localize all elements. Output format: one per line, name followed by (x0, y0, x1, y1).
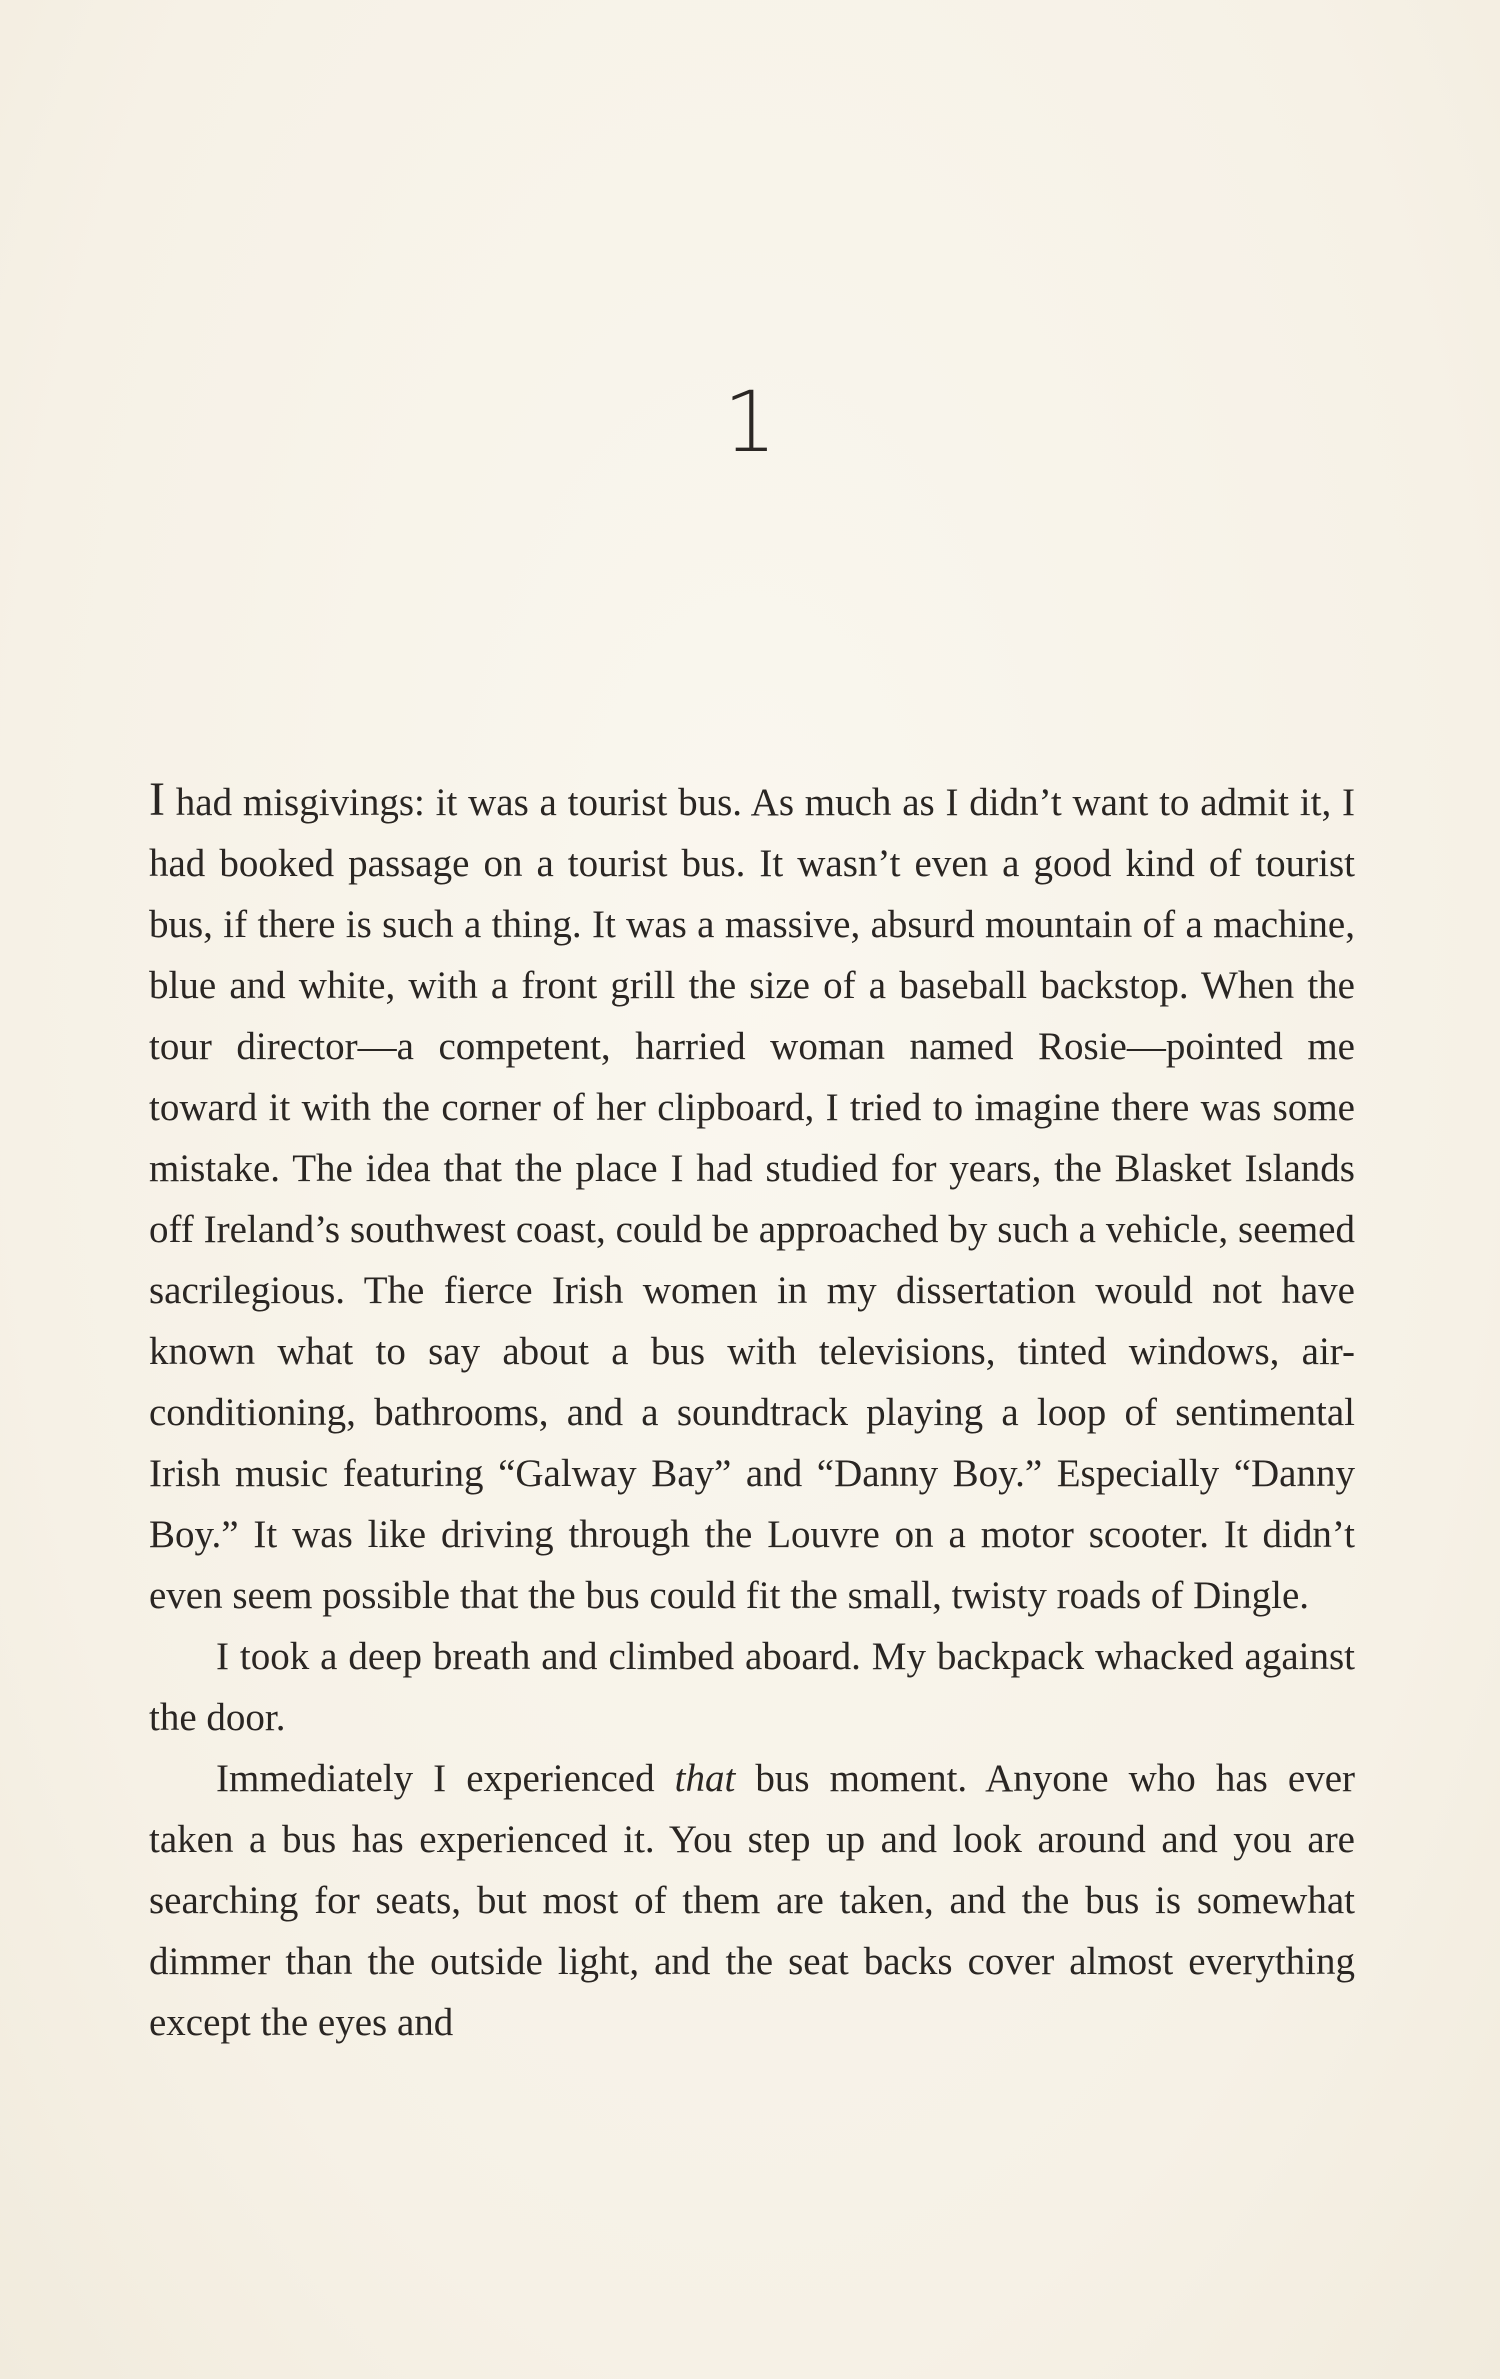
paragraph-3-before: Immediately I experienced (216, 1757, 675, 1800)
chapter-body (149, 772, 1355, 2053)
paragraph-3 (149, 1748, 1355, 2053)
paragraph-1 (149, 772, 1355, 1626)
paragraph-2: I took a deep breath and climbed aboard. My backpack whacked against the door. (149, 1635, 1355, 1739)
paragraph-3-emphasis: that (674, 1757, 736, 1800)
paragraph-3-after: bus moment. Anyone who has ever taken a bus has experienced it. You step up and look around and you are searching for seats, but most of them are taken, and the bus is somewhat dimmer than the outside light, and the seat backs cover almost everything except the eyes and (149, 1757, 1355, 2044)
drop-cap: I (149, 773, 165, 826)
paragraph-1-text: had misgivings: it was a tourist bus. As much as I didn’t want to admit it, I had booked passage on a tourist bus. It wasn’t even a good kind of tourist bus, if there is such a thing. It was a massive, absurd mountain of a machine, blue and white, with a front grill the size of a baseball backstop. When the tour director—a competent, harried woman named Rosie—pointed me toward it with the corner of her clipboard, I tried to imagine there was some mistake. The idea that the place I had studied for years, the Blasket Islands off Ireland’s southwest coast, could be approached by such a vehicle, seemed sacrilegious. The fierce Irish women in my dissertation would not have known what to say about a bus with televisions, tinted windows, air-conditioning, bathrooms, and a soundtrack playing a loop of sentimental Irish music featuring “Galway Bay” and “Danny Boy.” Especially “Danny Boy.” It was like driving through the Louvre on a motor scooter. It didn’t even seem possible that the bus could fit the small, twisty roads of Dingle. (149, 781, 1355, 1617)
chapter-number: 1 (723, 373, 777, 471)
